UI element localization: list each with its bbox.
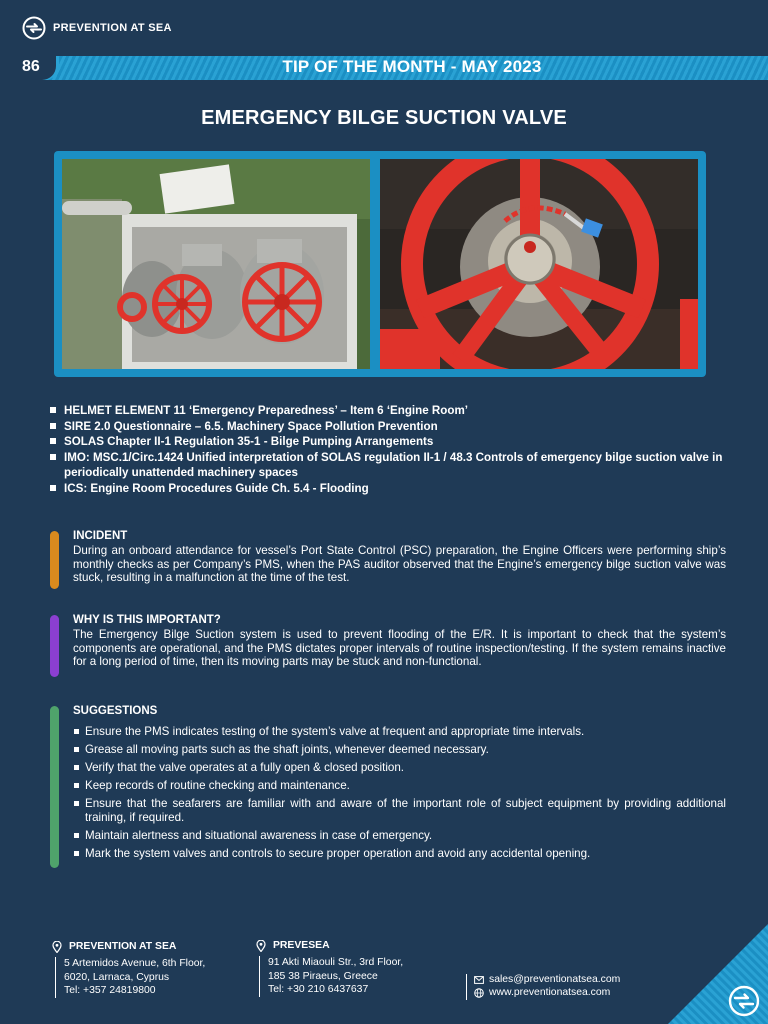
suggestions-list	[73, 725, 726, 861]
envelope-icon	[474, 976, 484, 984]
prevention-at-sea-logo-icon	[22, 16, 46, 40]
brand-logo	[22, 16, 172, 40]
suggestion-item: Keep records of routine checking and maintenance.	[73, 779, 726, 793]
website-link[interactable]: www.preventionatsea.com	[489, 986, 611, 998]
issue-number: 86	[22, 58, 40, 75]
suggestion-item: Mark the system valves and controls to secure proper operation and avoid any accidental opening.	[73, 847, 726, 861]
square-bullet-icon	[50, 454, 56, 460]
square-bullet-icon	[74, 801, 79, 806]
suggestion-item: Ensure the PMS indicates testing of the system’s valve at frequent and appropriate time intervals.	[73, 725, 726, 739]
square-bullet-icon	[74, 729, 79, 734]
incident-accent-bar	[50, 531, 59, 589]
ribbon-title: TIP OF THE MONTH - MAY 2023	[282, 57, 542, 76]
suggestion-item: Ensure that the seafarers are familiar with and aware of the important role of subject equipment by providing additional training, if required.	[73, 797, 726, 825]
office1-address: 5 Artemidos Avenue, 6th Floor, 6020, Larnaca, Cyprus Tel: +357 24819800	[55, 957, 205, 997]
office2-address: 91 Akti Miaouli Str., 3rd Floor, 185 38 Piraeus, Greece Tel: +30 210 6437637	[259, 956, 403, 996]
photo-frame	[54, 151, 706, 377]
photo-valves-in-bilge-pit	[62, 159, 370, 369]
suggestion-item: Grease all moving parts such as the shaft joints, whenever deemed necessary.	[73, 743, 726, 757]
why-important-section	[50, 613, 726, 677]
why-heading: WHY IS THIS IMPORTANT?	[73, 614, 221, 626]
suggestion-item: Verify that the valve operates at a fully open & closed position.	[73, 761, 726, 775]
why-accent-bar	[50, 615, 59, 677]
page-title: EMERGENCY BILGE SUCTION VALVE	[201, 107, 567, 129]
square-bullet-icon	[74, 851, 79, 856]
footer-office-cyprus	[52, 940, 205, 998]
globe-icon	[474, 988, 484, 998]
suggestions-accent-bar	[50, 706, 59, 868]
square-bullet-icon	[74, 765, 79, 770]
brand-name: PREVENTION AT SEA	[53, 22, 172, 34]
footer-contact	[466, 974, 620, 1000]
suggestion-item: Maintain alertness and situational awareness in case of emergency.	[73, 829, 726, 843]
office2-name: PREVESEA	[273, 940, 330, 951]
reference-item: SOLAS Chapter II-1 Regulation 35-1 - Bilge Pumping Arrangements	[50, 434, 740, 450]
suggestions-heading: SUGGESTIONS	[73, 705, 158, 717]
corner-decoration	[668, 924, 768, 1024]
office1-name: PREVENTION AT SEA	[69, 941, 177, 952]
header-bar	[0, 0, 768, 56]
why-text: The Emergency Bilge Suction system is used to prevent flooding of the E/R. It is important to check that the system’s components are operational, and the PMS dictates proper intervals of routine inspection/testing. If the system remains inactive for a long period of time, then its moving parts may be stuck and non-functional.	[73, 628, 726, 669]
issue-ribbon	[0, 56, 768, 80]
reference-item: IMO: MSC.1/Circ.1424 Unified interpretation of SOLAS regulation II-1 / 48.3 Controls of emergency bilge suction valve in periodically unattended machinery spaces	[50, 450, 740, 481]
square-bullet-icon	[50, 407, 56, 413]
square-bullet-icon	[50, 438, 56, 444]
square-bullet-icon	[74, 747, 79, 752]
incident-heading: INCIDENT	[73, 530, 128, 542]
suggestions-section	[50, 704, 726, 868]
square-bullet-icon	[50, 485, 56, 491]
reference-item: SIRE 2.0 Questionnaire – 6.5. Machinery Space Pollution Prevention	[50, 419, 740, 435]
square-bullet-icon	[74, 833, 79, 838]
square-bullet-icon	[50, 423, 56, 429]
reference-item: ICS: Engine Room Procedures Guide Ch. 5.4 - Flooding	[50, 481, 740, 497]
issue-tab	[0, 56, 56, 80]
square-bullet-icon	[74, 783, 79, 788]
location-pin-icon	[52, 941, 62, 953]
photo-valve-handwheel-closeup	[380, 159, 698, 369]
footer-office-greece	[256, 939, 403, 997]
incident-text: During an onboard attendance for vessel’s Port State Control (PSC) preparation, the Engine Officers were performing ship’s monthly checks as per Company’s PMS, when the PAS auditor observed that the Engine’s emergency bilge suction valve was stuck, resulting in a malfunction at the time of the test.	[73, 544, 726, 585]
reference-item: HELMET ELEMENT 11 ‘Emergency Preparedness’ – Item 6 ‘Engine Room’	[50, 403, 740, 419]
reference-list	[50, 403, 740, 497]
email-link[interactable]: sales@preventionatsea.com	[489, 974, 621, 985]
location-pin-icon	[256, 940, 266, 952]
incident-section	[50, 529, 726, 589]
